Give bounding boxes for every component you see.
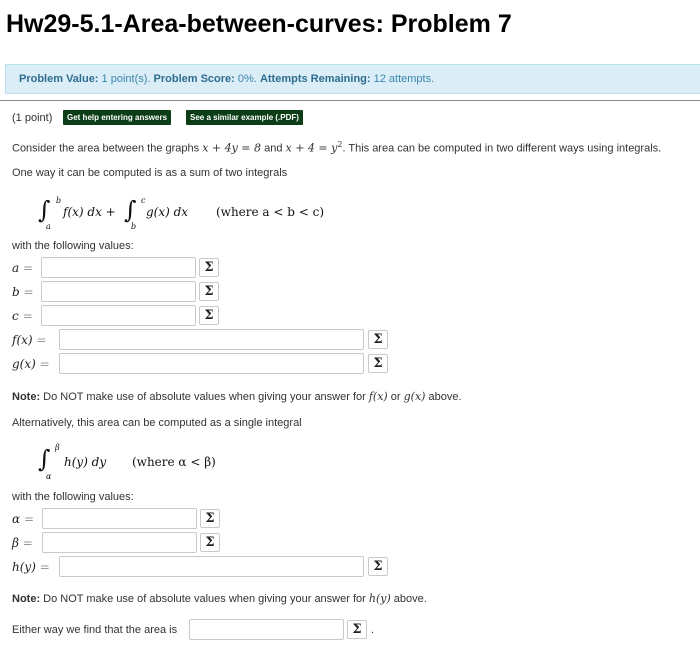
- equation-editor-sigma-icon[interactable]: Σ: [368, 330, 388, 349]
- label-g-symbol: g(x): [12, 357, 36, 371]
- condition-alpha-beta: (where α < β): [132, 455, 216, 469]
- note-absolute-values-1: [12, 390, 462, 403]
- graph-equation-2-exponent: 2: [337, 140, 343, 149]
- graph-equation-1: x + 4y = 8: [202, 141, 262, 155]
- label-alpha-symbol: α: [12, 512, 21, 526]
- and-text: and: [261, 142, 286, 155]
- lower-limit-a: a: [46, 222, 51, 231]
- problem-score-label: Problem Score:: [153, 73, 235, 85]
- note-g-of-x: g(x): [403, 390, 426, 403]
- label-a: [12, 261, 33, 275]
- equation-editor-sigma-icon[interactable]: Σ: [199, 306, 219, 325]
- equals-sign: =: [23, 512, 34, 526]
- note-end: above.: [390, 593, 427, 605]
- lower-limit-b: b: [131, 222, 137, 231]
- label-beta-symbol: β: [12, 536, 19, 550]
- label-alpha: [12, 512, 34, 526]
- alternative-text: Alternatively, this area can be computed as a single integral: [12, 417, 302, 429]
- equation-editor-sigma-icon[interactable]: Σ: [199, 282, 219, 301]
- similar-example-button[interactable]: See a similar example (.PDF): [186, 110, 303, 125]
- equals-sign: =: [22, 536, 33, 550]
- upper-limit-c: c: [141, 196, 146, 205]
- page-title: Hw29-5.1-Area-between-curves: Problem 7: [6, 10, 512, 38]
- input-a[interactable]: [41, 257, 196, 278]
- label-b-symbol: b: [12, 285, 20, 299]
- note-label: Note:: [12, 391, 41, 403]
- attempts-remaining: 12 attempts.: [373, 73, 435, 85]
- attempts-remaining-label: Attempts Remaining:: [259, 73, 371, 85]
- equals-sign: =: [39, 560, 50, 574]
- note-f-of-x: f(x): [368, 390, 388, 403]
- problem-statement: [12, 140, 661, 155]
- note-absolute-values-2: [12, 592, 427, 605]
- equation-editor-sigma-icon[interactable]: Σ: [200, 509, 220, 528]
- label-h-of-y: [12, 560, 50, 574]
- intro-text: Consider the area between the graphs: [12, 142, 203, 155]
- problem-info-banner: [5, 64, 700, 94]
- input-h-of-y[interactable]: [59, 556, 364, 577]
- equals-sign: =: [23, 285, 34, 299]
- area-result-text: Either way we find that the area is: [12, 624, 178, 636]
- equation-editor-sigma-icon[interactable]: Σ: [368, 557, 388, 576]
- note-label: Note:: [12, 593, 41, 605]
- equation-editor-sigma-icon[interactable]: Σ: [347, 620, 367, 639]
- problem-value-label: Problem Value:: [19, 73, 99, 85]
- input-alpha[interactable]: [42, 508, 197, 529]
- integral-sign: ∫: [38, 196, 51, 224]
- equals-sign: =: [22, 261, 34, 275]
- equals-sign: =: [39, 357, 50, 371]
- intro-post-text: . This area can be computed in two different ways using integrals.: [342, 142, 662, 155]
- equals-sign: =: [36, 333, 47, 347]
- label-b: [12, 285, 34, 299]
- points-label: (1 point): [12, 112, 53, 124]
- label-f-of-x: [12, 333, 46, 347]
- note-or: or: [387, 391, 404, 403]
- lower-limit-alpha: α: [46, 472, 52, 481]
- with-values-text-2: with the following values:: [12, 491, 134, 503]
- note-h-of-y: h(y): [368, 592, 391, 605]
- input-b[interactable]: [41, 281, 196, 302]
- input-area[interactable]: [189, 619, 344, 640]
- integral-sign: ∫: [124, 196, 137, 224]
- integrand-g: g(x) dx: [146, 205, 189, 219]
- graph-equation-2: x + 4 = y: [285, 141, 338, 155]
- input-g-of-x[interactable]: [59, 353, 364, 374]
- upper-limit-beta: β: [55, 443, 60, 452]
- label-f-symbol: f(x): [12, 333, 33, 347]
- equals-sign: =: [22, 309, 33, 323]
- equation-editor-sigma-icon[interactable]: Σ: [368, 354, 388, 373]
- input-f-of-x[interactable]: [59, 329, 364, 350]
- equation-editor-sigma-icon[interactable]: Σ: [199, 258, 219, 277]
- integrand-f: f(x) dx +: [63, 205, 116, 219]
- period: .: [371, 624, 375, 636]
- input-c[interactable]: [41, 305, 196, 326]
- divider: [0, 100, 700, 101]
- problem-score: 0%.: [237, 73, 257, 85]
- with-values-text: with the following values:: [12, 240, 134, 252]
- label-c-symbol: c: [12, 309, 19, 323]
- note-text: Do NOT make use of absolute values when giving your answer for: [40, 593, 369, 605]
- problem-value: 1 point(s).: [101, 73, 151, 85]
- upper-limit-b: b: [56, 196, 62, 205]
- note-end: above.: [425, 391, 462, 403]
- condition-a-b-c: (where a < b < c): [216, 205, 325, 219]
- integrand-h: h(y) dy: [64, 455, 107, 469]
- integral-sign: ∫: [38, 445, 51, 473]
- label-h-symbol: h(y): [12, 560, 36, 574]
- label-beta: [12, 536, 33, 550]
- label-g-of-x: [12, 357, 50, 371]
- way-one-text: One way it can be computed is as a sum of two integrals: [12, 167, 288, 179]
- label-c: [12, 309, 33, 323]
- note-text: Do NOT make use of absolute values when giving your answer for: [40, 391, 369, 403]
- label-a-symbol: a: [12, 261, 20, 275]
- input-beta[interactable]: [42, 532, 197, 553]
- equation-editor-sigma-icon[interactable]: Σ: [200, 533, 220, 552]
- help-entering-answers-button[interactable]: Get help entering answers: [63, 110, 171, 125]
